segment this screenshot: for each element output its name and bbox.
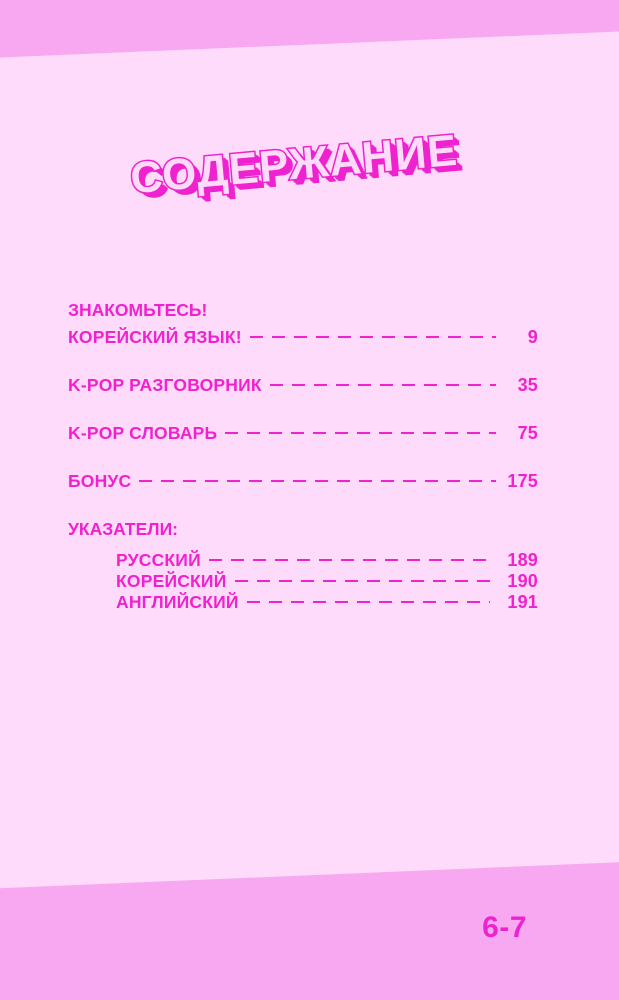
toc-entry-label: КОРЕЙСКИЙ: [116, 571, 227, 591]
toc-entry-page: 190: [507, 571, 538, 591]
toc-entry-dictionary[interactable]: [68, 423, 538, 444]
toc-entry-page: 75: [517, 423, 538, 443]
toc-entry-label-line1: ЗНАКОМЬТЕСЬ!: [68, 300, 208, 320]
toc-entry-page: 189: [507, 550, 538, 570]
toc-entry-page: 175: [507, 471, 538, 491]
toc-leader-dashes: [225, 432, 496, 434]
toc-entry-label-line2: КОРЕЙСКИЙ ЯЗЫК!: [68, 327, 242, 347]
toc-leader-dashes: [139, 480, 496, 482]
toc-group-indexes: [68, 519, 538, 613]
page-title-text: СОДЕРЖАНИЕ: [128, 125, 460, 204]
toc-entry-label: БОНУС: [68, 471, 132, 491]
toc-leader-dashes: [270, 384, 496, 386]
toc-leader-dashes: [209, 559, 490, 561]
toc-entry-label: K-POP СЛОВАРЬ: [68, 423, 218, 443]
toc-leader-dashes: [235, 580, 491, 582]
toc-entry-label: РУССКИЙ: [116, 550, 201, 570]
toc-entry-page: 191: [507, 592, 538, 612]
toc-entry-page: 9: [527, 327, 538, 347]
toc-entry-index-english[interactable]: [116, 592, 538, 613]
table-of-contents: [68, 300, 538, 640]
toc-entry-index-korean[interactable]: [116, 571, 538, 592]
toc-entry-label: АНГЛИЙСКИЙ: [116, 592, 239, 612]
toc-entry-label: K-POP РАЗГОВОРНИК: [68, 375, 262, 395]
toc-entry-page: 35: [517, 375, 538, 395]
page-folio: 6-7: [482, 911, 527, 944]
toc-entry-intro[interactable]: [68, 300, 538, 348]
toc-entry-phrasebook[interactable]: [68, 375, 538, 396]
page-title: [0, 125, 619, 204]
toc-entry-index-russian[interactable]: [116, 550, 538, 571]
toc-entry-bonus[interactable]: [68, 471, 538, 492]
toc-leader-dashes: [250, 336, 496, 338]
toc-indexes-heading: УКАЗАТЕЛИ:: [68, 519, 178, 539]
toc-leader-dashes: [247, 601, 490, 603]
